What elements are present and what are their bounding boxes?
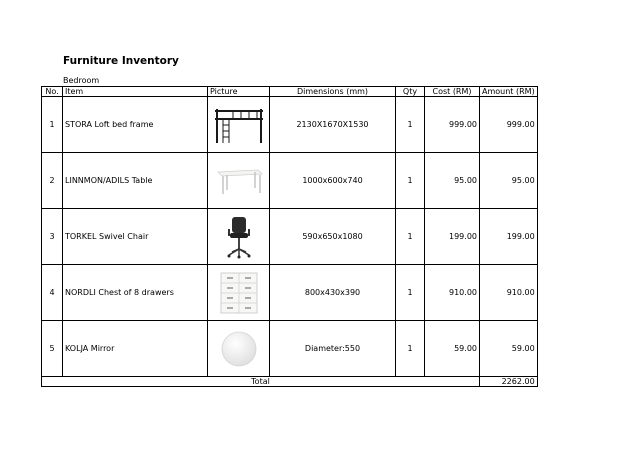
row-amount: 910.00: [480, 265, 538, 321]
row-picture: [208, 209, 270, 265]
row-cost: 199.00: [425, 209, 480, 265]
row-amount: 59.00: [480, 321, 538, 377]
row-dimensions: 1000x600x740: [270, 153, 396, 209]
table-row: [42, 97, 538, 153]
row-dimensions: Diameter:550: [270, 321, 396, 377]
inventory-table: [41, 86, 538, 387]
row-amount: 999.00: [480, 97, 538, 153]
row-no: 4: [42, 265, 63, 321]
header-item: Item: [63, 87, 208, 97]
row-item: TORKEL Swivel Chair: [63, 209, 208, 265]
total-amount: 2262.00: [480, 377, 538, 387]
table-header-row: [42, 87, 538, 97]
row-qty: 1: [396, 321, 425, 377]
row-picture: [208, 321, 270, 377]
table-row: [42, 321, 538, 377]
row-item: LINNMON/ADILS Table: [63, 153, 208, 209]
row-dimensions: 590x650x1080: [270, 209, 396, 265]
total-row: [42, 377, 538, 387]
row-amount: 95.00: [480, 153, 538, 209]
row-item: STORA Loft bed frame: [63, 97, 208, 153]
row-amount: 199.00: [480, 209, 538, 265]
row-cost: 95.00: [425, 153, 480, 209]
document-title: Furniture Inventory: [63, 55, 179, 67]
row-picture: [208, 265, 270, 321]
round-mirror-icon: [219, 329, 259, 369]
loft-bed-icon: [213, 105, 265, 145]
row-cost: 59.00: [425, 321, 480, 377]
table-row: [42, 265, 538, 321]
row-qty: 1: [396, 153, 425, 209]
row-cost: 910.00: [425, 265, 480, 321]
header-picture: Picture: [208, 87, 270, 97]
row-no: 3: [42, 209, 63, 265]
section-label: Bedroom: [63, 76, 100, 85]
row-item: KOLJA Mirror: [63, 321, 208, 377]
row-dimensions: 2130X1670X1530: [270, 97, 396, 153]
row-qty: 1: [396, 265, 425, 321]
row-no: 2: [42, 153, 63, 209]
row-qty: 1: [396, 209, 425, 265]
row-cost: 999.00: [425, 97, 480, 153]
row-no: 1: [42, 97, 63, 153]
chest-of-drawers-icon: [219, 271, 259, 315]
row-picture: [208, 153, 270, 209]
row-item: NORDLI Chest of 8 drawers: [63, 265, 208, 321]
row-picture: [208, 97, 270, 153]
header-amount: Amount (RM): [480, 87, 538, 97]
swivel-chair-icon: [224, 215, 254, 259]
table-row: [42, 209, 538, 265]
total-label: Total: [42, 377, 480, 387]
row-dimensions: 800x430x390: [270, 265, 396, 321]
header-dimensions: Dimensions (mm): [270, 87, 396, 97]
table-row: [42, 153, 538, 209]
header-cost: Cost (RM): [425, 87, 480, 97]
table-icon: [214, 166, 264, 196]
header-no: No.: [42, 87, 63, 97]
header-qty: Qty: [396, 87, 425, 97]
row-no: 5: [42, 321, 63, 377]
row-qty: 1: [396, 97, 425, 153]
